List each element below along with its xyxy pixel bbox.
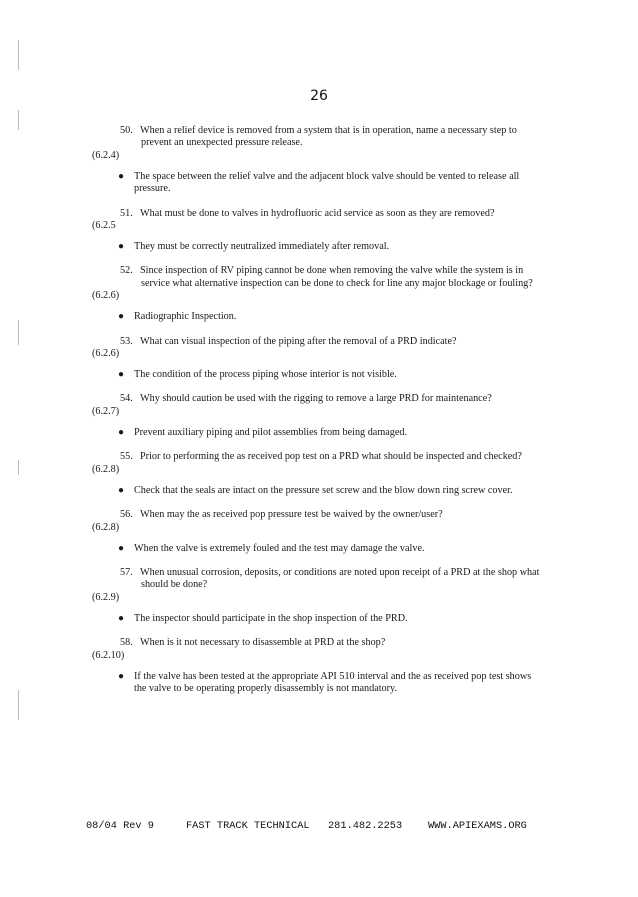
- qa-item-51: [0, 208, 638, 254]
- footer-phone: 281.482.2253: [328, 820, 403, 832]
- qa-list: [0, 125, 638, 707]
- question-text: When a relief device is removed from a system that is in operation, name a necessary step to prevent an unexpected pressure release.: [140, 125, 517, 149]
- bullet-icon: ●: [118, 311, 125, 323]
- bullet-icon: ●: [118, 426, 125, 438]
- question-number: 56.: [120, 509, 133, 521]
- reference: (6.2.6): [92, 348, 120, 360]
- question-number: 52.: [120, 265, 133, 277]
- page-number: 26: [310, 88, 328, 104]
- bullet-icon: ●: [118, 542, 125, 554]
- question-number: 53.: [120, 335, 133, 347]
- qa-item-52: [0, 265, 638, 323]
- answer: [0, 241, 534, 253]
- reference: (6.2.4): [92, 149, 120, 161]
- question-text: When may the as received pop pressure test be waived by the owner/user?: [140, 509, 443, 521]
- question: [0, 208, 540, 220]
- question-number: 50.: [120, 125, 133, 136]
- answer-text: If the valve has been tested at the appropriate API 510 interval and the as received pop test shows the valve to be operating properly disassembly is not mandatory.: [134, 670, 532, 694]
- question: [0, 509, 540, 521]
- question: [0, 265, 540, 290]
- answer: [0, 543, 534, 555]
- question: [0, 637, 540, 649]
- reference: (6.2.5: [92, 220, 116, 232]
- footer-website: WWW.APIEXAMS.ORG: [428, 820, 527, 832]
- answer: [0, 369, 534, 381]
- bullet-icon: ●: [118, 241, 125, 253]
- reference: (6.2.6): [92, 290, 120, 302]
- reference: (6.2.8): [92, 521, 120, 533]
- question: [0, 451, 540, 463]
- qa-item-57: [0, 567, 638, 625]
- question-text: What can visual inspection of the piping after the removal of a PRD indicate?: [140, 335, 457, 347]
- answer: [0, 671, 534, 696]
- bullet-icon: ●: [118, 369, 125, 381]
- reference: (6.2.10): [92, 649, 125, 661]
- question-number: 57.: [120, 566, 133, 578]
- answer-text: The condition of the process piping whose interior is not visible.: [134, 369, 397, 381]
- answer: [0, 427, 534, 439]
- qa-item-58: [0, 637, 638, 695]
- qa-item-55: [0, 451, 638, 497]
- bullet-icon: ●: [118, 170, 125, 182]
- reference: (6.2.7): [92, 405, 120, 417]
- reference: (6.2.9): [92, 591, 120, 603]
- answer: [0, 485, 534, 497]
- answer-text: When the valve is extremely fouled and the test may damage the valve.: [134, 542, 425, 554]
- answer: [0, 171, 534, 196]
- question-text: When unusual corrosion, deposits, or conditions are noted upon receipt of a PRD at the shop what should be done?: [140, 566, 540, 591]
- question-number: 51.: [120, 207, 133, 219]
- footer-company: FAST TRACK TECHNICAL: [186, 820, 310, 832]
- answer-text: Radiographic Inspection.: [134, 311, 237, 323]
- question-text: Prior to performing the as received pop test on a PRD what should be inspected and checked?: [140, 451, 522, 463]
- answer-text: They must be correctly neutralized immediately after removal.: [134, 241, 390, 253]
- question-text: Why should caution be used with the rigging to remove a large PRD for maintenance?: [140, 393, 492, 405]
- qa-item-54: [0, 393, 638, 439]
- answer: [0, 613, 534, 625]
- question-number: 58.: [120, 637, 133, 649]
- bullet-icon: ●: [118, 484, 125, 496]
- qa-item-56: [0, 509, 638, 555]
- answer-text: Prevent auxiliary piping and pilot assemblies from being damaged.: [134, 426, 408, 438]
- reference: (6.2.8): [92, 463, 120, 475]
- bullet-icon: ●: [118, 612, 125, 624]
- answer-text: Check that the seals are intact on the pressure set screw and the blow down ring screw cover.: [134, 484, 513, 496]
- question-text: What must be done to valves in hydrofluoric acid service as soon as they are removed?: [140, 207, 495, 219]
- question: [0, 125, 540, 150]
- page-footer: [86, 820, 556, 880]
- answer-text: The inspector should participate in the shop inspection of the PRD.: [134, 612, 408, 624]
- question-number: 55.: [120, 451, 133, 463]
- question: [0, 393, 540, 405]
- footer-revision: 08/04 Rev 9: [86, 820, 154, 832]
- question: [0, 567, 540, 592]
- question-number: 54.: [120, 393, 133, 405]
- question-text: Since inspection of RV piping cannot be done when removing the valve while the system is in service what alternative inspection can be done to check for line any major blockage or fouling?: [140, 265, 533, 289]
- answer: [0, 311, 534, 323]
- question-text: When is it not necessary to disassemble at PRD at the shop?: [140, 637, 386, 649]
- qa-item-50: [0, 125, 638, 196]
- question: [0, 336, 540, 348]
- answer-text: The space between the relief valve and the adjacent block valve should be vented to release all pressure.: [134, 170, 520, 195]
- qa-item-53: [0, 336, 638, 382]
- bullet-icon: ●: [118, 670, 125, 682]
